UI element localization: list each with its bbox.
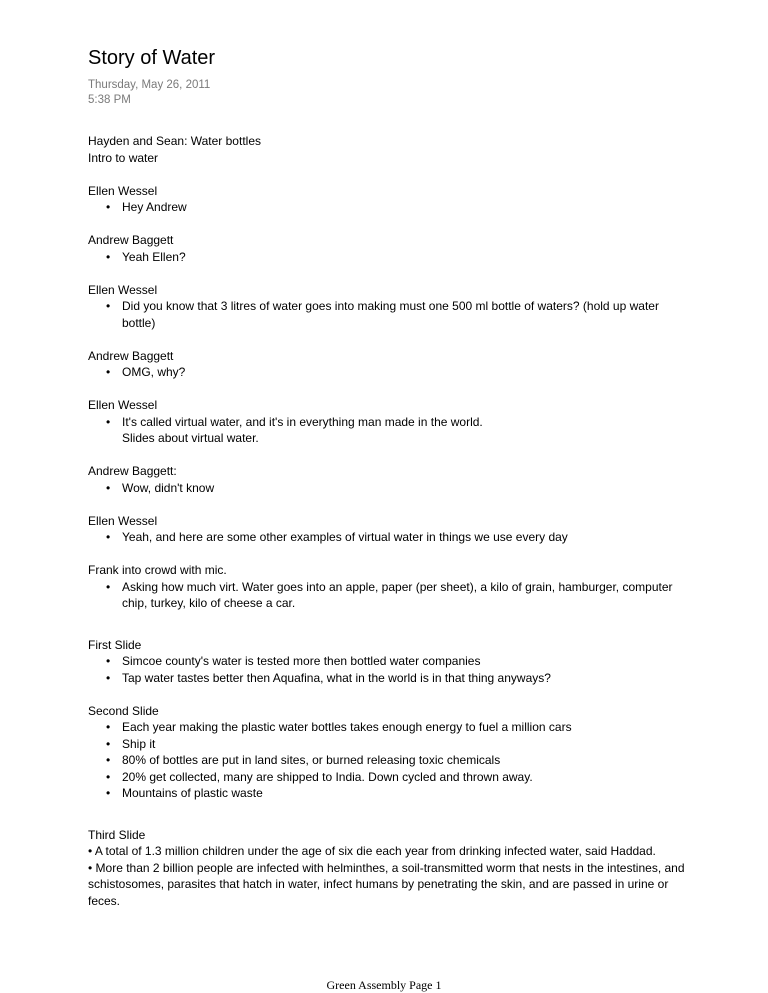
bullet-list <box>88 364 688 381</box>
speaker-name: Frank into crowd with mic. <box>88 563 227 577</box>
speaker-name: Andrew Baggett <box>88 348 174 363</box>
intro-line: Intro to water <box>88 150 159 165</box>
bullet-list <box>88 653 688 686</box>
bullet-item: • Simcoe county's water is tested more then bottled water companies <box>88 653 688 670</box>
slide-heading: Third Slide <box>88 827 146 842</box>
bullet-list <box>88 199 688 216</box>
bullet-list <box>88 529 688 546</box>
note-time: 5:38 PM <box>88 94 131 106</box>
bullet-item: • Each year making the plastic water bottles takes enough energy to fuel a million cars <box>88 719 688 736</box>
bullet-item: • Asking how much virt. Water goes into an apple, paper (per sheet), a kilo of grain, hamburger, computer chip, turkey, kilo of cheese a car. <box>88 579 688 612</box>
bullet-item: • Hey Andrew <box>88 199 688 216</box>
bullet-item: • Wow, didn't know <box>88 480 688 497</box>
bullet-item: • Tap water tastes better then Aquafina, what in the world is in that thing anyways? <box>88 670 688 687</box>
speaker-name: Ellen Wessel <box>88 183 158 198</box>
bullet-item: • Yeah Ellen? <box>88 249 688 266</box>
bullet-item: • 20% get collected, many are shipped to India. Down cycled and thrown away. <box>88 769 688 786</box>
bullet-item: • 80% of bottles are put in land sites, or burned releasing toxic chemicals <box>88 752 688 769</box>
paragraph: • More than 2 billion people are infected with helminthes, a soil-transmitted worm that nests in the intestines, and schistosomes, parasites that hatch in water, infect humans by penetrating the skin, and are passed in urine or feces. <box>88 860 685 908</box>
bullet-item: • Yeah, and here are some other examples of virtual water in things we use every day <box>88 529 688 546</box>
slide-heading: First Slide <box>88 637 142 652</box>
bullet-list <box>88 480 688 497</box>
speaker-name: Andrew Baggett <box>88 233 174 247</box>
paragraph: • A total of 1.3 million children under the age of six die each year from drinking infected water, said Haddad. <box>88 844 656 858</box>
bullet-list <box>88 414 688 431</box>
page-footer: Green Assembly Page 1 <box>326 978 442 992</box>
bullet-item: • Did you know that 3 litres of water goes into making must one 500 ml bottle of waters? (hold up water bottle) <box>88 298 688 331</box>
note-body <box>88 133 688 909</box>
speaker-name: Ellen Wessel <box>88 398 158 412</box>
bullet-list <box>88 249 688 266</box>
bullet-list <box>88 719 688 802</box>
bullet-list <box>88 579 688 612</box>
note-date: Thursday, May 26, 2011 <box>88 79 211 91</box>
bullet-item: • OMG, why? <box>88 364 688 381</box>
page-title: Story of Water <box>88 47 216 69</box>
bullet-list <box>88 298 688 331</box>
bullet-item: • Mountains of plastic waste <box>88 785 688 802</box>
bullet-item: • It's called virtual water, and it's in everything man made in the world. <box>88 414 688 431</box>
continuation-line: Slides about virtual water. <box>122 431 259 445</box>
speaker-name: Ellen Wessel <box>88 282 158 297</box>
bullet-item: • Ship it <box>88 736 688 753</box>
intro-line: Hayden and Sean: Water bottles <box>88 134 261 148</box>
slide-heading: Second Slide <box>88 703 159 718</box>
speaker-name: Ellen Wessel <box>88 513 158 528</box>
speaker-name: Andrew Baggett: <box>88 464 177 478</box>
note-page <box>88 44 688 909</box>
